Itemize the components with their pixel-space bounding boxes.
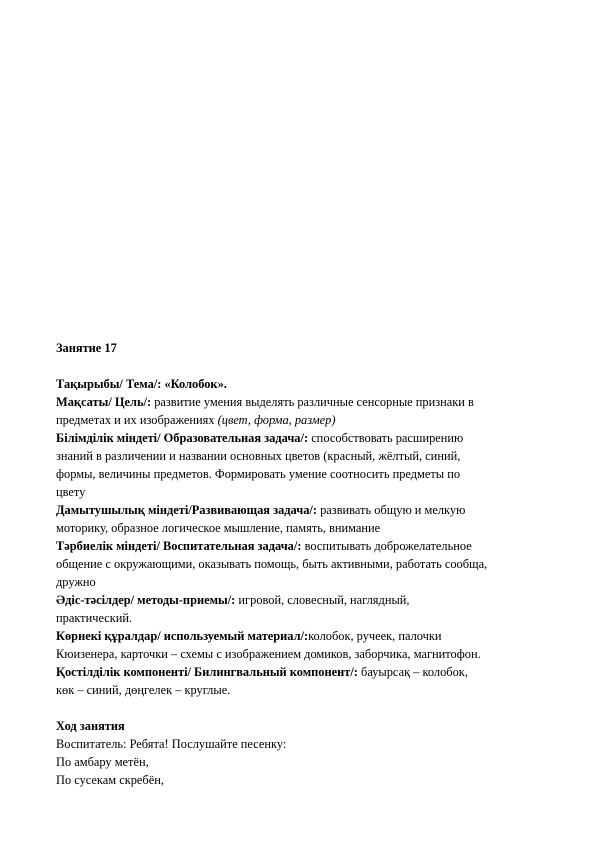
educational-task-line-1 bbox=[56, 429, 546, 447]
methods-text-1: игровой, словесный, наглядный, bbox=[238, 593, 410, 607]
developing-task-line-2: моторику, образное логическое мышление, память, внимание bbox=[56, 521, 381, 535]
bilingual-label: Қостілділік компоненті/ Билингвальный компонент/: bbox=[56, 665, 358, 679]
bilingual-line-1 bbox=[56, 663, 546, 681]
goal-text-2: предметах и их изображениях bbox=[56, 413, 215, 427]
materials-label: Көрнекі құралдар/ используемый материал/: bbox=[56, 629, 309, 643]
developing-task-line-1 bbox=[56, 501, 546, 519]
blank-line bbox=[56, 699, 546, 717]
methods-label: Әдіс-тәсілдер/ методы-приемы/: bbox=[56, 593, 236, 607]
blank-line bbox=[56, 357, 546, 375]
developing-task-text-1: развивать общую и мелкую bbox=[320, 503, 466, 517]
procedure-line-1: Воспитатель: Ребята! Послушайте песенку: bbox=[56, 737, 287, 751]
goal-italic: (цвет, форма, размер) bbox=[217, 413, 336, 427]
methods-line-2: практический. bbox=[56, 611, 133, 625]
goal-text-1: развитие умения выделять различные сенсорные признаки в bbox=[154, 395, 474, 409]
materials-text-1: колобок, ручеек, палочки bbox=[308, 629, 442, 643]
upbringing-task-text-1: воспитывать доброжелательное bbox=[304, 539, 472, 553]
educational-task-label: Білімділік міндеті/ Образовательная задача/: bbox=[56, 431, 309, 445]
lesson-plan-text bbox=[56, 339, 546, 789]
goal-label: Мақсаты/ Цель/: bbox=[56, 395, 152, 409]
procedure-heading: Ход занятия bbox=[56, 719, 125, 733]
procedure-line-3: По сусекам скребён, bbox=[56, 773, 164, 787]
bilingual-line-2: көк – синий, дөңгелек – круглые. bbox=[56, 683, 231, 697]
methods-line-1 bbox=[56, 591, 546, 609]
developing-task-label: Дамытушылық міндеті/Развивающая задача/: bbox=[56, 503, 317, 517]
upbringing-task-label: Тәрбиелік міндеті/ Воспитательная задача/: bbox=[56, 539, 302, 553]
topic-value: «Колобок». bbox=[164, 377, 227, 391]
upbringing-task-line-1 bbox=[56, 537, 546, 555]
bilingual-text-1: бауырсақ – колобок, bbox=[361, 665, 468, 679]
materials-line-2: Кюизенера, карточки – схемы с изображением домиков, заборчика, магнитофон. bbox=[56, 647, 481, 661]
procedure-line-2: По амбару метён, bbox=[56, 755, 149, 769]
educational-task-line-2: знаний в различении и названии основных цветов (красный, жёлтый, синий, bbox=[56, 449, 461, 463]
educational-task-text-1: способствовать расширению bbox=[311, 431, 464, 445]
topic-label: Тақырыбы/ Тема/: bbox=[56, 377, 162, 391]
upbringing-task-line-3: дружно bbox=[56, 575, 96, 589]
upbringing-task-line-2: общение с окружающими, оказывать помощь, быть активными, работать сообща, bbox=[56, 557, 488, 571]
educational-task-line-4: цвету bbox=[56, 485, 86, 499]
topic-line bbox=[56, 375, 546, 393]
goal-line-2 bbox=[56, 411, 546, 429]
educational-task-line-3: формы, величины предметов. Формировать умение соотносить предметы по bbox=[56, 467, 461, 481]
lesson-number-title: Занятие 17 bbox=[56, 341, 117, 355]
materials-line-1 bbox=[56, 627, 546, 645]
goal-line-1 bbox=[56, 393, 546, 411]
